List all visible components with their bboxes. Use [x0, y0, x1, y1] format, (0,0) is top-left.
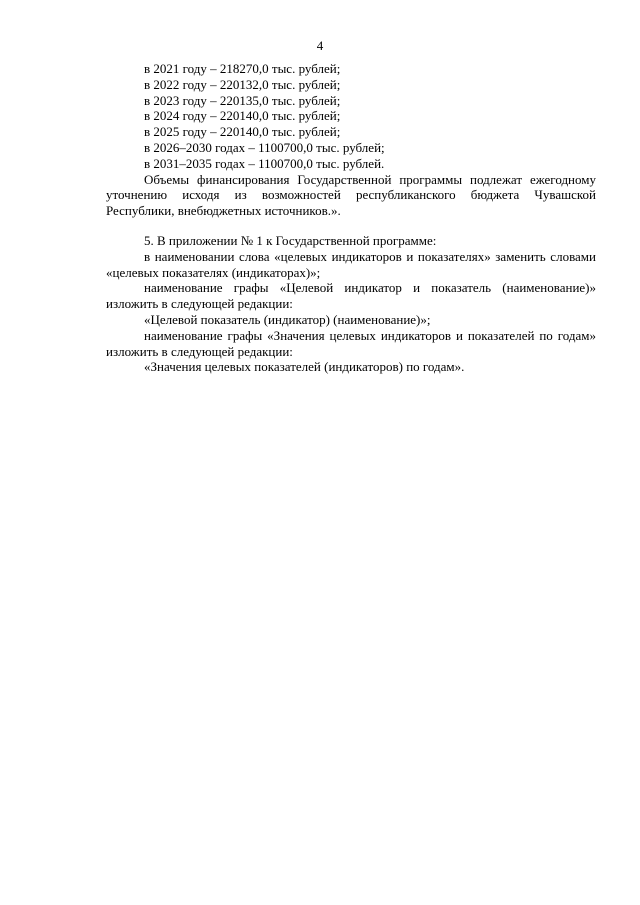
section5-item-rename-words: в наименовании слова «целевых индикаторов и показателях» заменить словами «целевых показателях (индикаторах)»;: [106, 248, 596, 280]
financing-line-2026-2030: в 2026–2030 годах – 1100700,0 тыс. рублей;: [144, 139, 385, 155]
financing-line-2031-2035: в 2031–2035 годах – 1100700,0 тыс. рублей.: [144, 155, 385, 171]
page-number: 4: [316, 38, 324, 53]
financing-note: Объемы финансирования Государственной программы подлежат ежегодному уточнению исходя из возможностей республиканского бюджета Чувашской Республики, внебюджетных источников.».: [106, 171, 596, 219]
section5-heading: 5. В приложении № 1 к Государственной программе:: [144, 232, 437, 248]
financing-line-2025: в 2025 году – 220140,0 тыс. рублей;: [144, 124, 341, 140]
financing-line-2021: в 2021 году – 218270,0 тыс. рублей;: [144, 61, 341, 76]
financing-line-2024: в 2024 году – 220140,0 тыс. рублей;: [144, 108, 341, 124]
section5-item-new-column-name: «Целевой показатель (индикатор) (наименование)»;: [144, 311, 431, 327]
paragraph-gap: [106, 219, 596, 233]
financing-line-2023: в 2023 году – 220135,0 тыс. рублей;: [144, 92, 341, 108]
financing-line-2022: в 2022 году – 220132,0 тыс. рублей;: [144, 76, 341, 92]
section5-item-values-column: наименование графы «Значения целевых индикаторов и показателей по годам» изложить в следующей редакции:: [106, 327, 596, 359]
document-body: [106, 61, 596, 375]
section5-item-column-name: наименование графы «Целевой индикатор и показатель (наименование)» изложить в следующей редакции:: [106, 280, 596, 312]
section5-item-new-values-column: «Значения целевых показателей (индикаторов) по годам».: [144, 359, 465, 375]
